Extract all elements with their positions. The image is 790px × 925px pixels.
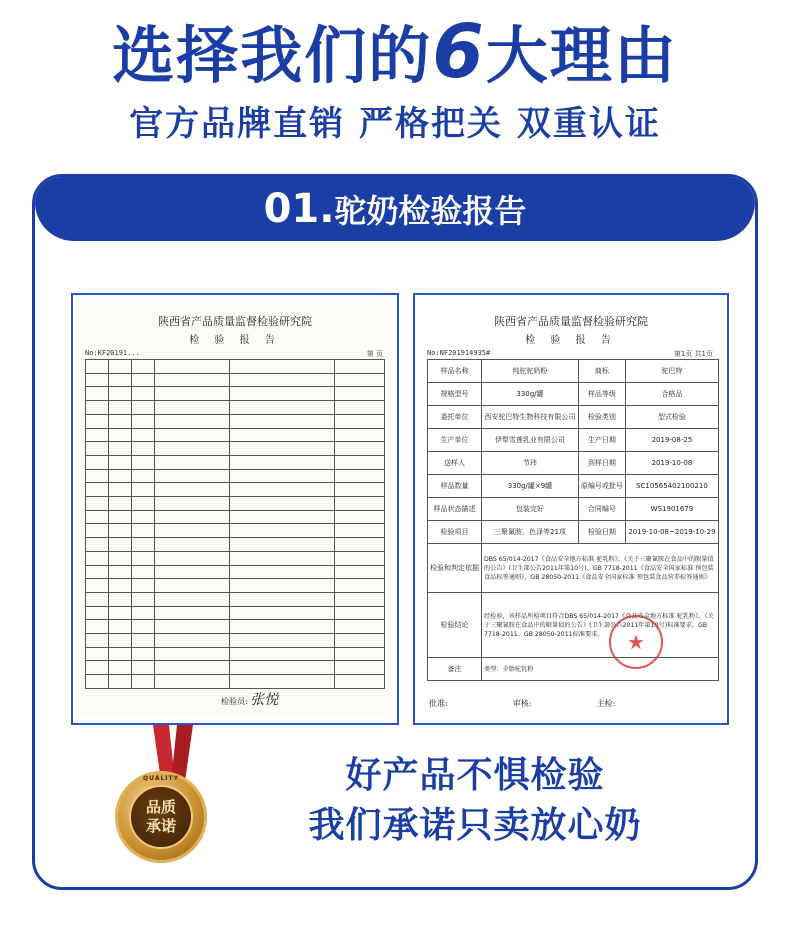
report-page: 第 页 xyxy=(366,350,383,358)
row-value-2: 型式检验 xyxy=(625,406,718,429)
row-value: 伊犁雪莲乳业有限公司 xyxy=(482,429,579,452)
table-row xyxy=(428,406,719,429)
row-label: 样品名称 xyxy=(428,360,482,383)
table-row xyxy=(428,475,719,498)
basis-row xyxy=(428,544,719,593)
section-title-bar xyxy=(35,177,755,241)
medal-line2: 承诺 xyxy=(145,817,176,835)
medal-quality-text: QUALITY xyxy=(143,775,179,782)
review-label: 审核: xyxy=(512,699,532,708)
report-number: No:NF201914935# xyxy=(427,349,491,357)
row-label-2: 检验类别 xyxy=(578,406,625,429)
report-page: 第1页 共1页 xyxy=(673,350,713,358)
row-label: 检验项目 xyxy=(428,521,482,544)
row-label-2: 原编号或批号 xyxy=(578,475,625,498)
promise-line-2: 我们承诺只卖放心奶 xyxy=(308,805,642,846)
headline-suffix: 大理由 xyxy=(485,19,678,92)
report-panel xyxy=(32,174,758,890)
approval-line xyxy=(429,698,615,709)
table-row xyxy=(428,383,719,406)
report-title: 检 验 报 告 xyxy=(525,335,617,346)
report-paper-left xyxy=(81,303,389,715)
table-row xyxy=(428,498,719,521)
row-value: 330g/罐×9罐 xyxy=(482,475,579,498)
row-value-2: 驼巴特 xyxy=(625,360,718,383)
conclusion-text: 经检验，该样品所检项目符合DBS 65/014-2017《食品安全地方标准 驼乳粉》、《关于三聚氰胺在食品中的限量值的公告》(卫生部公告2011年第10号)标准要求，GB 7718-2011、GB 28050-2011标准要求。 xyxy=(482,593,719,658)
table-row xyxy=(428,429,719,452)
main-check-label: 主检: xyxy=(596,699,616,708)
row-label: 样品数量 xyxy=(428,475,482,498)
remark-row xyxy=(428,658,719,681)
row-label-2: 合同编号 xyxy=(578,498,625,521)
medal-line1: 品质 xyxy=(145,798,176,816)
report-grid-left xyxy=(85,359,385,689)
row-label-2: 检验日期 xyxy=(578,521,625,544)
remark-text: 类型：全脂驼乳粉 xyxy=(482,658,719,681)
quality-medal-icon xyxy=(115,771,207,863)
conclusion-label: 检验结论 xyxy=(428,593,482,658)
row-label: 样品状态描述 xyxy=(428,498,482,521)
report-paper-right xyxy=(423,303,719,715)
row-value: 纯驼驼奶粉 xyxy=(482,360,579,383)
row-value-2: WS1901679 xyxy=(625,498,718,521)
red-seal-icon: ★ xyxy=(609,615,663,669)
table-row xyxy=(428,360,719,383)
report-title: 检 验 报 告 xyxy=(189,335,281,346)
table-row xyxy=(428,452,719,475)
report-info-table xyxy=(427,359,719,681)
main-headline xyxy=(0,6,790,95)
conclusion-row xyxy=(428,593,719,658)
row-value-2: SC10565402100210 xyxy=(625,475,718,498)
row-label: 规格型号 xyxy=(428,383,482,406)
institute-name: 陕西省产品质量监督检验研究院 xyxy=(494,315,648,328)
approve-label: 批准: xyxy=(429,699,448,708)
section-number: 01. xyxy=(263,186,335,232)
medal-center xyxy=(129,785,193,849)
row-label-2: 生产日期 xyxy=(578,429,625,452)
row-label-2: 到样日期 xyxy=(578,452,625,475)
signature-label: 检验员: xyxy=(221,697,248,706)
promise-line-1: 好产品不惧检验 xyxy=(345,755,605,796)
section-title: 驼奶检验报告 xyxy=(334,192,527,230)
row-value: 包装完好 xyxy=(482,498,579,521)
row-value-2: 2019-10-08 xyxy=(625,452,718,475)
row-label: 生产单位 xyxy=(428,429,482,452)
row-value: 西安驼巴特生物科技有限公司 xyxy=(482,406,579,429)
row-value: 节玮 xyxy=(482,452,579,475)
report-number: No:KF20191... xyxy=(85,349,140,357)
headline-number: 6 xyxy=(432,9,486,95)
subtitle: 官方品牌直销 严格把关 双重认证 xyxy=(129,104,661,144)
remark-label: 备注 xyxy=(428,658,482,681)
row-value-2: 2019-10-08~2019-10-29 xyxy=(625,521,718,544)
report-image-right[interactable] xyxy=(413,293,729,725)
signature-value: 张悦 xyxy=(250,692,279,708)
report-image-left[interactable] xyxy=(71,293,399,725)
row-label-2: 样品等级 xyxy=(578,383,625,406)
signature-left xyxy=(221,689,278,709)
row-label: 送样人 xyxy=(428,452,482,475)
row-label: 委托单位 xyxy=(428,406,482,429)
headline-prefix: 选择我们的 xyxy=(112,19,433,92)
basis-label: 检验和判定依据 xyxy=(428,544,482,593)
row-value: 三聚氰胺、色泽等21项 xyxy=(482,521,579,544)
basis-text: DBS 65/014-2017《食品安全地方标准 驼乳粉》、《关于三聚氰胺在食品中的限量值的公告》(卫生部公告2011年第10号)、GB 7718-2011《食品安全国家标准 预包装食品标签通则》、GB 28050-2011《食品安全国家标准 预包装食品营养标签通则》 xyxy=(482,544,719,593)
row-value-2: 合格品 xyxy=(625,383,718,406)
row-label-2: 商标 xyxy=(578,360,625,383)
institute-name: 陕西省产品质量监督检验研究院 xyxy=(158,315,312,328)
table-row xyxy=(428,521,719,544)
row-value-2: 2019-08-25 xyxy=(625,429,718,452)
row-value: 330g/罐 xyxy=(482,383,579,406)
